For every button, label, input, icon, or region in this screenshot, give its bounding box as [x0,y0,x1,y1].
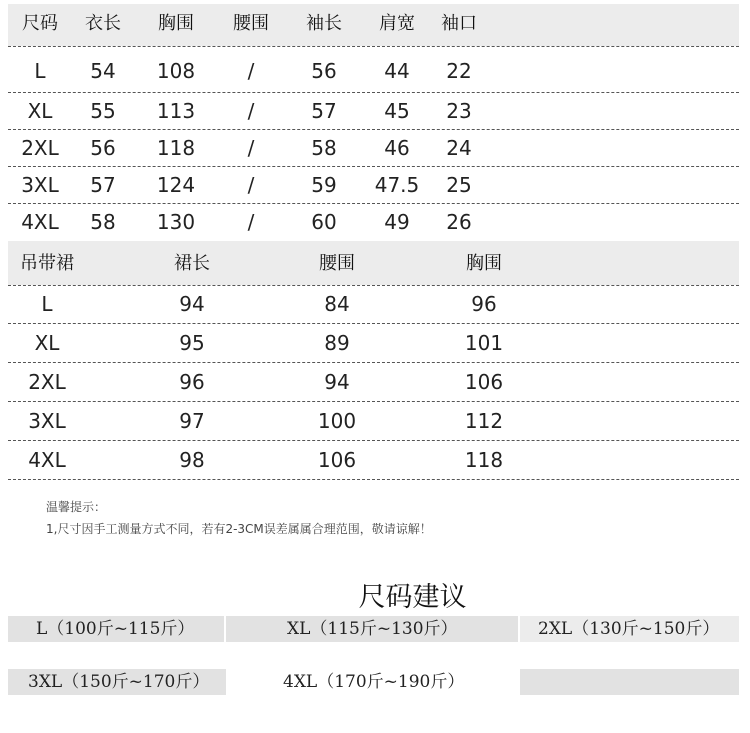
suggestion-4xl: 4XL（170斤~190斤） [283,672,465,692]
cell: 95 [179,331,205,355]
divider [8,479,739,480]
cell: / [247,99,255,123]
advice-title: 尺码建议 [358,582,467,613]
divider [8,129,739,130]
note-title: 温馨提示： [46,500,107,514]
cell: 55 [90,99,116,123]
divider [8,362,739,363]
cell: 47.5 [374,173,420,197]
cell: 108 [156,59,196,83]
cell: 124 [156,173,196,197]
cell-size: XL [34,331,60,355]
cell: / [247,210,255,234]
header-sleeve: 袖长 [306,13,342,34]
cell: 96 [179,370,205,394]
cell: 94 [179,292,205,316]
cell-size: XL [27,99,53,123]
table-header-band [8,241,739,285]
divider [8,166,739,167]
cell-size: 4XL [28,448,66,472]
divider [8,401,739,402]
cell: 106 [464,370,504,394]
suggestion-band [520,669,739,695]
cell: 24 [446,136,472,160]
header-chest: 胸围 [466,253,502,274]
header-size: 尺码 [22,13,58,34]
cell: / [247,59,255,83]
cell: 94 [324,370,350,394]
cell: 96 [471,292,497,316]
cell: 22 [446,59,472,83]
suggestion-2xl: 2XL（130斤~150斤） [538,619,720,639]
cell: 57 [90,173,116,197]
divider [8,203,739,204]
cell-size: 2XL [28,370,66,394]
cell: 100 [317,409,357,433]
cell: 57 [311,99,337,123]
divider [8,285,739,286]
divider [8,92,739,93]
divider [8,46,739,47]
cell: 97 [179,409,205,433]
cell: 45 [384,99,410,123]
cell: 54 [90,59,116,83]
cell: 58 [311,136,337,160]
cell: 56 [90,136,116,160]
cell: 89 [324,331,350,355]
suggestion-xl: XL（115斤~130斤） [287,619,458,639]
cell: 118 [464,448,504,472]
cell: 130 [156,210,196,234]
cell: 112 [464,409,504,433]
divider [8,323,739,324]
cell: 60 [311,210,337,234]
cell-size: L [34,59,46,83]
cell: 23 [446,99,472,123]
cell: / [247,136,255,160]
cell: 44 [384,59,410,83]
cell: 58 [90,210,116,234]
cell: 118 [156,136,196,160]
cell-size: L [41,292,53,316]
cell-size: 2XL [21,136,59,160]
divider [8,440,739,441]
note-text: 1,尺寸因手工测量方式不同，若有2-3CM误差属属合理范围，敬请谅解！ [46,522,432,536]
cell: 106 [317,448,357,472]
suggestion-l: L（100斤~115斤） [36,619,195,639]
cell: 113 [156,99,196,123]
cell: 101 [464,331,504,355]
cell: 56 [311,59,337,83]
header-dress-length: 裙长 [174,253,210,274]
cell: 26 [446,210,472,234]
header-chest: 胸围 [158,13,194,34]
cell: 25 [446,173,472,197]
cell: 46 [384,136,410,160]
header-dress: 吊带裙 [20,253,74,274]
cell: 98 [179,448,205,472]
cell-size: 3XL [21,173,59,197]
header-length: 衣长 [85,13,121,34]
cell-size: 4XL [21,210,59,234]
cell: 59 [311,173,337,197]
header-shoulder: 肩宽 [379,13,415,34]
header-waist: 腰围 [319,253,355,274]
cell: / [247,173,255,197]
cell: 49 [384,210,410,234]
cell: 84 [324,292,350,316]
header-waist: 腰围 [233,13,269,34]
header-cuff: 袖口 [441,13,477,34]
cell-size: 3XL [28,409,66,433]
suggestion-3xl: 3XL（150斤~170斤） [28,672,210,692]
